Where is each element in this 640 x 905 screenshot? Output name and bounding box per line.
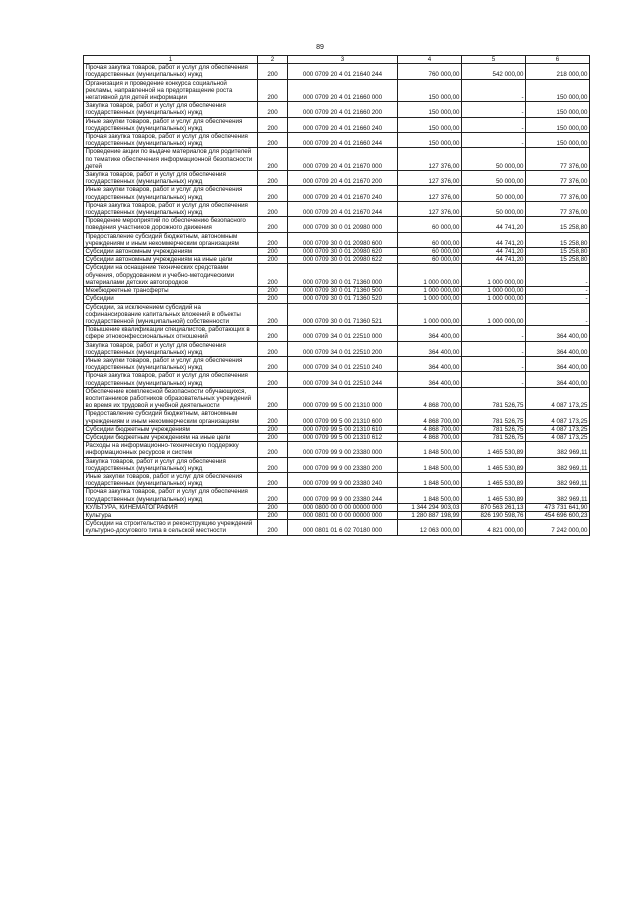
row-executed: 1 465 530,89 [462, 457, 526, 472]
table-row [84, 387, 590, 410]
row-approved: 1 848 500,00 [398, 488, 462, 503]
row-name: Субсидии на строительство и реконструкцию учреждений культурно-досугового типа в сельской местности [84, 520, 258, 535]
table-row [84, 356, 590, 371]
table-row [84, 433, 590, 441]
row-unexecuted: 4 087 173,25 [526, 425, 590, 433]
row-name: Проведение акции по выдаче материалов для родителей по тематике обеспечения информационной безопасности детей [84, 148, 258, 171]
row-executed: - [462, 79, 526, 102]
row-budget-code: 000 0709 30 0 01 71360 521 [288, 303, 398, 326]
row-line-code: 200 [258, 248, 288, 256]
row-executed: 1 000 000,00 [462, 287, 526, 295]
row-budget-code: 000 0709 30 0 01 20980 622 [288, 256, 398, 264]
row-unexecuted: 15 258,80 [526, 256, 590, 264]
row-executed: 781 526,75 [462, 433, 526, 441]
row-unexecuted: - [526, 295, 590, 303]
row-approved: 364 400,00 [398, 372, 462, 387]
row-executed: 542 000,00 [462, 64, 526, 79]
table-row [84, 201, 590, 216]
row-budget-code: 000 0709 20 4 01 21660 244 [288, 133, 398, 148]
row-budget-code: 000 0709 99 9 00 23380 244 [288, 488, 398, 503]
table-row [84, 186, 590, 201]
row-executed: - [462, 372, 526, 387]
table-row [84, 64, 590, 79]
row-approved: 4 868 700,00 [398, 410, 462, 425]
row-budget-code: 000 0709 30 0 01 20980 620 [288, 248, 398, 256]
table-row [84, 425, 590, 433]
row-unexecuted: 150 000,00 [526, 117, 590, 132]
table-row [84, 117, 590, 132]
row-unexecuted: 77 376,00 [526, 148, 590, 171]
row-name: Культура [84, 511, 258, 519]
row-executed: 44 741,20 [462, 217, 526, 232]
row-executed: 44 741,20 [462, 256, 526, 264]
row-name: Субсидии автономным учреждениям на иные цели [84, 256, 258, 264]
table-row [84, 256, 590, 264]
row-executed: 1 000 000,00 [462, 295, 526, 303]
row-approved: 60 000,00 [398, 248, 462, 256]
row-line-code: 200 [258, 488, 288, 503]
row-approved: 1 848 500,00 [398, 457, 462, 472]
row-name: Субсидии [84, 295, 258, 303]
row-budget-code: 000 0709 34 0 01 22510 244 [288, 372, 398, 387]
row-executed: 1 465 530,89 [462, 442, 526, 457]
row-budget-code: 000 0709 99 5 00 21310 612 [288, 433, 398, 441]
row-approved: 1 344 294 903,03 [398, 503, 462, 511]
row-budget-code: 000 0709 20 4 01 21670 000 [288, 148, 398, 171]
row-unexecuted: 364 400,00 [526, 356, 590, 371]
row-unexecuted: 382 969,11 [526, 488, 590, 503]
row-executed: 1 000 000,00 [462, 264, 526, 287]
row-approved: 4 868 700,00 [398, 387, 462, 410]
row-unexecuted: 382 969,11 [526, 442, 590, 457]
row-executed: - [462, 133, 526, 148]
row-budget-code: 000 0709 34 0 01 22510 200 [288, 341, 398, 356]
row-approved: 1 848 500,00 [398, 472, 462, 487]
row-approved: 4 868 700,00 [398, 433, 462, 441]
table-row [84, 488, 590, 503]
row-name: КУЛЬТУРА, КИНЕМАТОГРАФИЯ [84, 503, 258, 511]
row-line-code: 200 [258, 433, 288, 441]
row-approved: 60 000,00 [398, 232, 462, 247]
row-line-code: 200 [258, 372, 288, 387]
row-approved: 1 000 000,00 [398, 264, 462, 287]
table-row [84, 511, 590, 519]
row-approved: 1 000 000,00 [398, 303, 462, 326]
row-line-code: 200 [258, 442, 288, 457]
row-line-code: 200 [258, 256, 288, 264]
row-approved: 150 000,00 [398, 117, 462, 132]
row-name: Иные закупки товаров, работ и услуг для обеспечения государственных (муниципальных) нужд [84, 186, 258, 201]
row-line-code: 200 [258, 457, 288, 472]
row-unexecuted: - [526, 264, 590, 287]
row-unexecuted: 364 400,00 [526, 372, 590, 387]
row-unexecuted: 150 000,00 [526, 79, 590, 102]
table-header-row [84, 56, 590, 64]
row-line-code: 200 [258, 520, 288, 535]
row-approved: 127 376,00 [398, 148, 462, 171]
row-name: Прочая закупка товаров, работ и услуг для обеспечения государственных (муниципальных) нужд [84, 64, 258, 79]
row-name: Расходы на информационно-техническую поддержку информационных ресурсов и систем [84, 442, 258, 457]
column-header: 3 [288, 56, 398, 64]
row-approved: 364 400,00 [398, 341, 462, 356]
row-unexecuted: 15 258,80 [526, 248, 590, 256]
column-header: 6 [526, 56, 590, 64]
row-line-code: 200 [258, 117, 288, 132]
row-approved: 150 000,00 [398, 102, 462, 117]
row-line-code: 200 [258, 79, 288, 102]
row-line-code: 200 [258, 326, 288, 341]
row-unexecuted: 4 087 173,25 [526, 433, 590, 441]
row-executed: - [462, 356, 526, 371]
row-executed: 826 190 598,76 [462, 511, 526, 519]
row-executed: 1 465 530,89 [462, 472, 526, 487]
table-row [84, 79, 590, 102]
row-approved: 760 000,00 [398, 64, 462, 79]
row-name: Прочая закупка товаров, работ и услуг для обеспечения государственных (муниципальных) нужд [84, 133, 258, 148]
row-budget-code: 000 0709 34 0 01 22510 000 [288, 326, 398, 341]
row-approved: 1 000 000,00 [398, 287, 462, 295]
row-line-code: 200 [258, 64, 288, 79]
table-row [84, 264, 590, 287]
row-name: Иные закупки товаров, работ и услуг для обеспечения государственных (муниципальных) нужд [84, 472, 258, 487]
row-budget-code: 000 0801 01 6 02 70180 000 [288, 520, 398, 535]
row-line-code: 200 [258, 133, 288, 148]
row-unexecuted: 218 000,00 [526, 64, 590, 79]
row-name: Закупка товаров, работ и услуг для обеспечения государственных (муниципальных) нужд [84, 102, 258, 117]
table-row [84, 217, 590, 232]
row-name: Предоставление субсидий бюджетным, автономным учреждениям и иным некоммерческим организациям [84, 232, 258, 247]
row-executed: 781 526,75 [462, 387, 526, 410]
row-name: Предоставление субсидий бюджетным, автономным учреждениям и иным некоммерческим организациям [84, 410, 258, 425]
row-line-code: 200 [258, 503, 288, 511]
row-unexecuted: 454 696 600,23 [526, 511, 590, 519]
table-row [84, 171, 590, 186]
row-name: Прочая закупка товаров, работ и услуг для обеспечения государственных (муниципальных) нужд [84, 488, 258, 503]
row-approved: 1 280 887 198,99 [398, 511, 462, 519]
row-line-code: 200 [258, 303, 288, 326]
row-budget-code: 000 0709 20 4 01 21660 240 [288, 117, 398, 132]
row-budget-code: 000 0709 34 0 01 22510 240 [288, 356, 398, 371]
table-row [84, 472, 590, 487]
row-budget-code: 000 0800 00 0 00 00000 000 [288, 503, 398, 511]
row-executed: 44 741,20 [462, 232, 526, 247]
row-budget-code: 000 0709 20 4 01 21640 244 [288, 64, 398, 79]
row-name: Обеспечение комплексной безопасности обучающихся, воспитанников работников образовательных учреждений во время их трудовой и учебной деятельности [84, 387, 258, 410]
row-budget-code: 000 0709 30 0 01 20980 600 [288, 232, 398, 247]
row-line-code: 200 [258, 387, 288, 410]
row-executed: - [462, 102, 526, 117]
row-name: Повышение квалификации специалистов, работающих в сфере этноконфессиональных отношений [84, 326, 258, 341]
row-line-code: 200 [258, 511, 288, 519]
row-approved: 150 000,00 [398, 79, 462, 102]
row-executed: 781 526,75 [462, 425, 526, 433]
table-row [84, 303, 590, 326]
table-row [84, 148, 590, 171]
row-approved: 60 000,00 [398, 217, 462, 232]
row-name: Проведение мероприятий по обеспечению безопасного поведения участников дорожного движения [84, 217, 258, 232]
row-executed: 50 000,00 [462, 148, 526, 171]
row-line-code: 200 [258, 356, 288, 371]
row-executed: 50 000,00 [462, 201, 526, 216]
row-budget-code: 000 0709 20 4 01 21660 000 [288, 79, 398, 102]
row-executed: 870 563 261,13 [462, 503, 526, 511]
budget-table [83, 55, 590, 536]
row-name: Закупка товаров, работ и услуг для обеспечения государственных (муниципальных) нужд [84, 457, 258, 472]
row-budget-code: 000 0709 99 9 00 23380 240 [288, 472, 398, 487]
row-approved: 1 000 000,00 [398, 295, 462, 303]
row-unexecuted: 7 242 000,00 [526, 520, 590, 535]
table-row [84, 503, 590, 511]
row-budget-code: 000 0709 99 5 00 21310 600 [288, 410, 398, 425]
table-row [84, 372, 590, 387]
row-unexecuted: 150 000,00 [526, 133, 590, 148]
row-unexecuted: 77 376,00 [526, 201, 590, 216]
row-name: Прочая закупка товаров, работ и услуг для обеспечения государственных (муниципальных) нужд [84, 372, 258, 387]
table-row [84, 442, 590, 457]
row-line-code: 200 [258, 264, 288, 287]
row-line-code: 200 [258, 102, 288, 117]
row-budget-code: 000 0709 99 9 00 23380 200 [288, 457, 398, 472]
row-name: Прочая закупка товаров, работ и услуг для обеспечения государственных (муниципальных) нужд [84, 201, 258, 216]
row-unexecuted: 77 376,00 [526, 171, 590, 186]
row-name: Субсидии бюджетным учреждениям [84, 425, 258, 433]
row-approved: 127 376,00 [398, 186, 462, 201]
row-name: Субсидии на оснащение технических средствами обучения, оборудованием и учебно-методическими материалами детских автогородков [84, 264, 258, 287]
row-budget-code: 000 0709 30 0 01 20980 000 [288, 217, 398, 232]
row-approved: 127 376,00 [398, 201, 462, 216]
row-executed: - [462, 117, 526, 132]
row-executed: - [462, 326, 526, 341]
column-header: 1 [84, 56, 258, 64]
table-row [84, 133, 590, 148]
row-unexecuted: 15 258,80 [526, 217, 590, 232]
row-executed: 781 526,75 [462, 410, 526, 425]
table-row [84, 520, 590, 535]
row-budget-code: 000 0709 30 0 01 71360 520 [288, 295, 398, 303]
row-line-code: 200 [258, 186, 288, 201]
row-unexecuted: 364 400,00 [526, 341, 590, 356]
row-name: Закупка товаров, работ и услуг для обеспечения государственных (муниципальных) нужд [84, 341, 258, 356]
row-unexecuted: 4 087 173,25 [526, 387, 590, 410]
row-approved: 1 848 500,00 [398, 442, 462, 457]
row-unexecuted: 473 731 641,90 [526, 503, 590, 511]
row-name: Закупка товаров, работ и услуг для обеспечения государственных (муниципальных) нужд [84, 171, 258, 186]
column-header: 5 [462, 56, 526, 64]
table-row [84, 102, 590, 117]
row-line-code: 200 [258, 232, 288, 247]
row-budget-code: 000 0709 20 4 01 21670 244 [288, 201, 398, 216]
table-row [84, 457, 590, 472]
row-budget-code: 000 0709 20 4 01 21670 200 [288, 171, 398, 186]
row-line-code: 200 [258, 295, 288, 303]
row-budget-code: 000 0709 99 5 00 21310 000 [288, 387, 398, 410]
row-name: Иные закупки товаров, работ и услуг для обеспечения государственных (муниципальных) нужд [84, 117, 258, 132]
row-name: Субсидии, за исключением субсидий на софинансирование капитальных вложений в объекты государственной (муниципальной) собственности [84, 303, 258, 326]
row-name: Иные закупки товаров, работ и услуг для обеспечения государственных (муниципальных) нужд [84, 356, 258, 371]
row-line-code: 200 [258, 472, 288, 487]
row-name: Межбюджетные трансферты [84, 287, 258, 295]
table-row [84, 410, 590, 425]
table-row [84, 295, 590, 303]
row-name: Субсидии бюджетным учреждениям на иные цели [84, 433, 258, 441]
row-unexecuted: 382 969,11 [526, 457, 590, 472]
row-unexecuted: 4 087 173,25 [526, 410, 590, 425]
row-unexecuted: 77 376,00 [526, 186, 590, 201]
row-line-code: 200 [258, 425, 288, 433]
row-executed: 1 000 000,00 [462, 303, 526, 326]
row-line-code: 200 [258, 201, 288, 216]
row-approved: 127 376,00 [398, 171, 462, 186]
row-line-code: 200 [258, 410, 288, 425]
table-row [84, 326, 590, 341]
row-budget-code: 000 0709 99 9 00 23380 000 [288, 442, 398, 457]
row-budget-code: 000 0709 20 4 01 21670 240 [288, 186, 398, 201]
row-approved: 60 000,00 [398, 256, 462, 264]
row-executed: 50 000,00 [462, 186, 526, 201]
row-executed: 50 000,00 [462, 171, 526, 186]
table-row [84, 341, 590, 356]
table-row [84, 287, 590, 295]
row-executed: 4 821 000,00 [462, 520, 526, 535]
row-executed: - [462, 341, 526, 356]
row-line-code: 200 [258, 217, 288, 232]
row-unexecuted: - [526, 303, 590, 326]
row-line-code: 200 [258, 148, 288, 171]
row-name: Субсидии автономным учреждениям [84, 248, 258, 256]
row-approved: 364 400,00 [398, 356, 462, 371]
row-budget-code: 000 0709 30 0 01 71360 500 [288, 287, 398, 295]
row-unexecuted: 15 258,80 [526, 232, 590, 247]
table-row [84, 248, 590, 256]
row-executed: 44 741,20 [462, 248, 526, 256]
row-line-code: 200 [258, 171, 288, 186]
column-header: 2 [258, 56, 288, 64]
row-unexecuted: 382 969,11 [526, 472, 590, 487]
row-line-code: 200 [258, 341, 288, 356]
row-unexecuted: - [526, 287, 590, 295]
row-name: Организация и проведение конкурса социальной рекламы, направленной на предотвращение роста негативной для детей информации [84, 79, 258, 102]
row-executed: 1 465 530,89 [462, 488, 526, 503]
row-approved: 150 000,00 [398, 133, 462, 148]
row-budget-code: 000 0709 99 5 00 21310 610 [288, 425, 398, 433]
row-line-code: 200 [258, 287, 288, 295]
column-header: 4 [398, 56, 462, 64]
row-budget-code: 000 0709 20 4 01 21660 200 [288, 102, 398, 117]
page-number: 89 [316, 44, 324, 51]
row-budget-code: 000 0709 30 0 01 71360 000 [288, 264, 398, 287]
table-row [84, 232, 590, 247]
row-unexecuted: 150 000,00 [526, 102, 590, 117]
row-approved: 12 063 000,00 [398, 520, 462, 535]
row-budget-code: 000 0801 00 0 00 00000 000 [288, 511, 398, 519]
row-unexecuted: 364 400,00 [526, 326, 590, 341]
row-approved: 364 400,00 [398, 326, 462, 341]
row-approved: 4 868 700,00 [398, 425, 462, 433]
